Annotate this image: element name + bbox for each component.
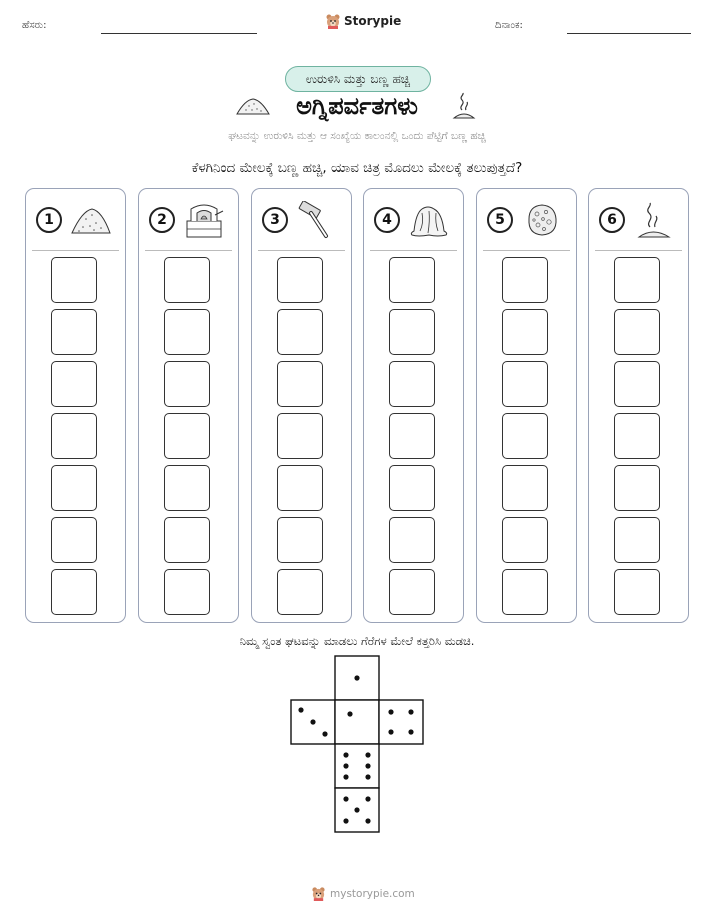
column-number: 1 <box>36 207 62 233</box>
footer <box>311 886 415 901</box>
column-number: 2 <box>149 207 175 233</box>
name-label: ಹೆಸರು: <box>22 20 47 31</box>
column-number: 6 <box>599 207 625 233</box>
bear-mascot-icon <box>311 886 326 901</box>
page-title: ಅಗ್ನಿಪರ್ವತಗಳು <box>296 92 418 120</box>
die-face-center <box>335 700 379 744</box>
subtitle: ಘಟವನ್ನು ಉರುಳಿಸಿ ಮತ್ತು ಆ ಸಂಖ್ಯೆಯ ಕಾಲಂನಲ್ಲಿ ಒಂದು ಪೆಟ್ಟಿಗೆ ಬಣ್ಣ ಹಚ್ಚಿ <box>228 130 486 142</box>
die-instruction: ನಿಮ್ಮ ಸ್ವಂತ ಘಟವನ್ನು ಮಾಡಲು ಗೆರೆಗಳ ಮೇಲೆ ಕತ್ತರಿಸಿ ಮಡಚಿ. <box>239 634 475 648</box>
footer-url[interactable]: mystorypie.com <box>330 887 415 900</box>
date-label: ದಿನಾಂಕ: <box>495 20 523 31</box>
column-number: 4 <box>374 207 400 233</box>
die-face-right <box>379 700 423 744</box>
question: ಕೆಳಗಿನಿಂದ ಮೇಲಕ್ಕೆ ಬಣ್ಣ ಹಚ್ಚಿ, ಯಾವ ಚಿತ್ರ ಮೊದಲು ಮೇಲಕ್ಕೆ ತಲುಪುತ್ತದೆ? <box>191 160 523 176</box>
activity-pill: ಉರುಳಿಸಿ ಮತ್ತು ಬಣ್ಣ ಹಚ್ಚಿ <box>285 66 431 92</box>
column-number: 5 <box>487 207 513 233</box>
die-face-lower <box>335 744 379 788</box>
column-number: 3 <box>262 207 288 233</box>
brand-name: Storypie <box>344 14 402 28</box>
